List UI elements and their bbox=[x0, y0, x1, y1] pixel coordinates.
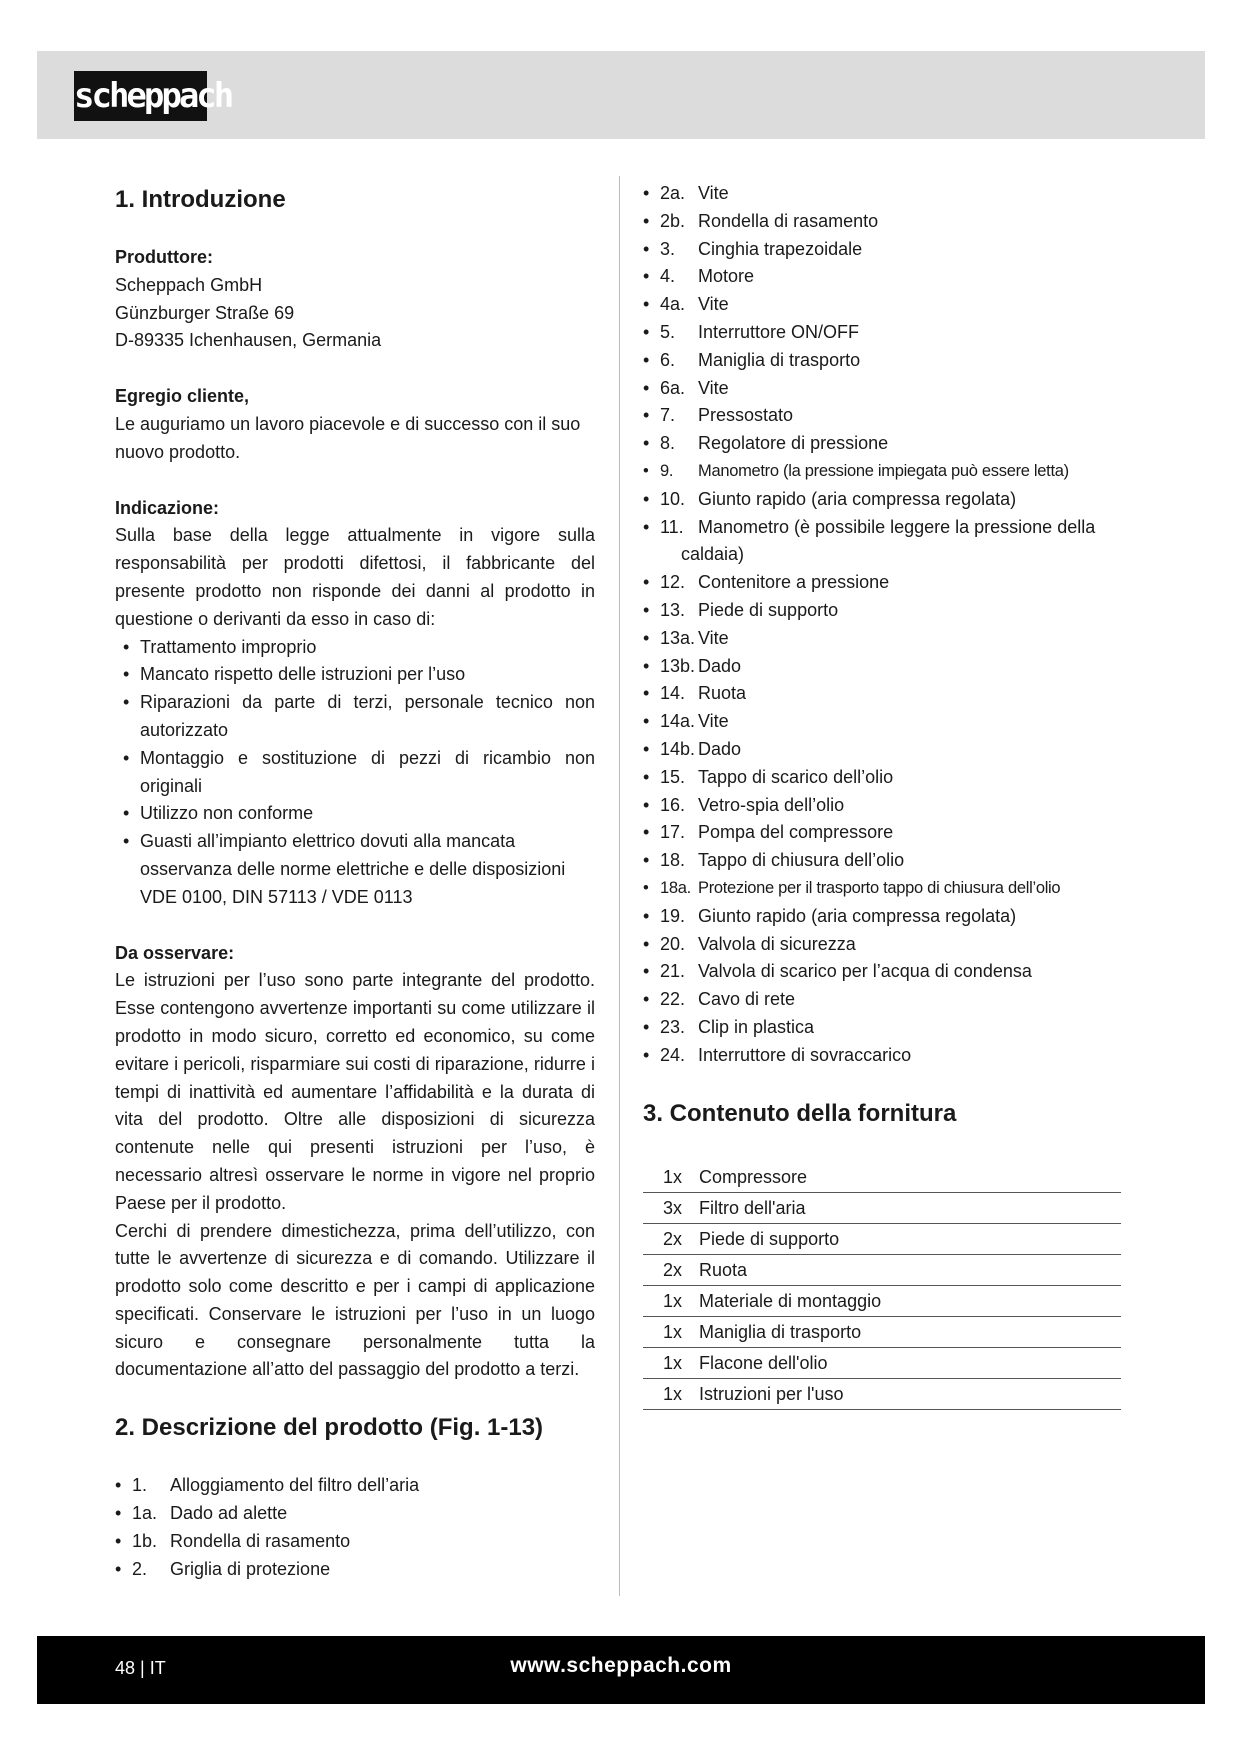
list-item: • 19. Giunto rapido (aria compressa regolata) bbox=[643, 903, 1133, 931]
list-item: • 9. Manometro (la pressione impiegata può essere letta) bbox=[643, 458, 1133, 486]
list-item: • Guasti all’impianto elettrico dovuti alla mancata osservanza delle norme elettriche e delle disposizioni VDE 0100, DIN 57113 / VDE 0113 bbox=[115, 828, 595, 911]
table-row: 3x Filtro dell'aria bbox=[643, 1193, 1121, 1224]
list-item: • 6a. Vite bbox=[643, 375, 1133, 403]
list-item: • Trattamento improprio bbox=[115, 634, 595, 662]
list-item: • Montaggio e sostituzione di pezzi di ricambio non originali bbox=[115, 745, 595, 801]
list-item: • 5. Interruttore ON/OFF bbox=[643, 319, 1133, 347]
observe-text: Cerchi di prendere dimestichezza, prima dell’utilizzo, con tutte le avvertenze di sicurezza e di comando. Utilizzare il prodotto solo come descritto e per i campi di applicazione specificati. Conservare le istruzioni per l’uso in un luogo sicuro e consegnare personalmente tutta la documentazione all’atto del passaggio del prodotto a terzi. bbox=[115, 1220, 595, 1380]
table-row: 2x Ruota bbox=[643, 1255, 1121, 1286]
table-row: 1x Istruzioni per l'uso bbox=[643, 1379, 1121, 1410]
list-item: • 3. Cinghia trapezoidale bbox=[643, 236, 1133, 264]
website-link[interactable]: www.scheppach.com bbox=[510, 1654, 732, 1677]
parts-list bbox=[115, 1472, 595, 1583]
brand-logo: scheppach bbox=[74, 71, 207, 121]
list-item: • Mancato rispetto delle istruzioni per l’uso bbox=[115, 661, 595, 689]
table-row: 2x Piede di supporto bbox=[643, 1224, 1121, 1255]
list-item: • 14a. Vite bbox=[643, 708, 1133, 736]
intro-title: 1. Introduzione bbox=[115, 186, 286, 213]
list-item: • 6. Maniglia di trasporto bbox=[643, 347, 1133, 375]
list-item: • 22. Cavo di rete bbox=[643, 986, 1133, 1014]
list-item: • 13. Piede di supporto bbox=[643, 597, 1133, 625]
liability-list bbox=[115, 634, 595, 912]
list-item: • 4a. Vite bbox=[643, 291, 1133, 319]
list-item: • 4. Motore bbox=[643, 263, 1133, 291]
supply-title: 3. Contenuto della fornitura bbox=[643, 1099, 957, 1127]
list-item: • 11. Manometro (è possibile leggere la pressione della caldaia) bbox=[643, 514, 1133, 570]
manufacturer-line: Günzburger Straße 69 bbox=[115, 302, 295, 323]
note-label: Indicazione: bbox=[115, 497, 220, 518]
list-item: • 10. Giunto rapido (aria compressa regolata) bbox=[643, 486, 1133, 514]
list-item: • 24. Interruttore di sovraccarico bbox=[643, 1042, 1133, 1070]
list-item: • 16. Vetro-spia dell’olio bbox=[643, 792, 1133, 820]
list-item: • 1b. Rondella di rasamento bbox=[115, 1528, 595, 1556]
list-item: • 20. Valvola di sicurezza bbox=[643, 931, 1133, 959]
supply-table bbox=[643, 1162, 1121, 1410]
page-number: 48 | IT bbox=[115, 1658, 166, 1678]
parts-list-continued bbox=[643, 180, 1133, 1070]
list-item: • 18. Tappo di chiusura dell’olio bbox=[643, 847, 1133, 875]
table-row: 1x Materiale di montaggio bbox=[643, 1286, 1121, 1317]
column-divider bbox=[619, 176, 620, 1596]
list-item: • 18a. Protezione per il trasporto tappo di chiusura dell’olio bbox=[643, 875, 1133, 903]
page-header bbox=[37, 51, 1205, 139]
left-column bbox=[115, 180, 595, 1583]
list-item: • Riparazioni da parte di terzi, personale tecnico non autorizzato bbox=[115, 689, 595, 745]
table-row: 1x Compressore bbox=[643, 1162, 1121, 1193]
list-item: • 12. Contenitore a pressione bbox=[643, 569, 1133, 597]
observe-text: Le istruzioni per l’uso sono parte integrante del prodotto. Esse contengono avvertenze importanti su come utilizzare il prodotto in modo sicuro, corretto ed economico, su come evitare i pericoli, risparmiare sui costi di riparazione, ridurre i tempi di inattività ed aumentare l’affidabilità e la durata di vita del prodotto. Oltre alle disposizioni di sicurezza contenute nelle qui presenti istruzioni per l’uso, è necessario altresì osservare le norme in vigore nel proprio Paese per il prodotto. bbox=[115, 970, 595, 1213]
table-row: 1x Flacone dell'olio bbox=[643, 1348, 1121, 1379]
list-item: • 2b. Rondella di rasamento bbox=[643, 208, 1133, 236]
page-footer bbox=[37, 1636, 1205, 1704]
manufacturer-line: D-89335 Ichenhausen, Germania bbox=[115, 330, 382, 351]
list-item: • 21. Valvola di scarico per l’acqua di condensa bbox=[643, 958, 1133, 986]
table-row: 1x Maniglia di trasporto bbox=[643, 1317, 1121, 1348]
list-item: • 2a. Vite bbox=[643, 180, 1133, 208]
list-item: • 1a. Dado ad alette bbox=[115, 1500, 595, 1528]
customer-label: Egregio cliente, bbox=[115, 386, 250, 407]
list-item: • 8. Regolatore di pressione bbox=[643, 430, 1133, 458]
manufacturer-label: Produttore: bbox=[115, 247, 213, 267]
list-item: • Utilizzo non conforme bbox=[115, 800, 595, 828]
list-item: • 7. Pressostato bbox=[643, 402, 1133, 430]
list-item: • 14b. Dado bbox=[643, 736, 1133, 764]
description-title: 2. Descrizione del prodotto (Fig. 1-13) bbox=[115, 1414, 544, 1442]
observe-label: Da osservare: bbox=[115, 942, 235, 963]
note-text: Sulla base della legge attualmente in vigore sulla responsabilità per prodotti difettosi, il fabbricante del presente prodotto non risponde dei danni al prodotto in questione o derivanti da esso in caso di: bbox=[115, 525, 595, 629]
customer-text: Le auguriamo un lavoro piacevole e di successo con il suo nuovo prodotto. bbox=[115, 413, 581, 462]
list-item: • 1. Alloggiamento del filtro dell’aria bbox=[115, 1472, 595, 1500]
list-item: • 17. Pompa del compressore bbox=[643, 819, 1133, 847]
list-item: • 23. Clip in plastica bbox=[643, 1014, 1133, 1042]
list-item: • 15. Tappo di scarico dell’olio bbox=[643, 764, 1133, 792]
right-column bbox=[643, 180, 1133, 1410]
list-item: • 13b. Dado bbox=[643, 653, 1133, 681]
manufacturer-line: Scheppach GmbH bbox=[115, 274, 263, 295]
list-item: • 13a. Vite bbox=[643, 625, 1133, 653]
list-item: • 14. Ruota bbox=[643, 680, 1133, 708]
list-item: • 2. Griglia di protezione bbox=[115, 1556, 595, 1584]
